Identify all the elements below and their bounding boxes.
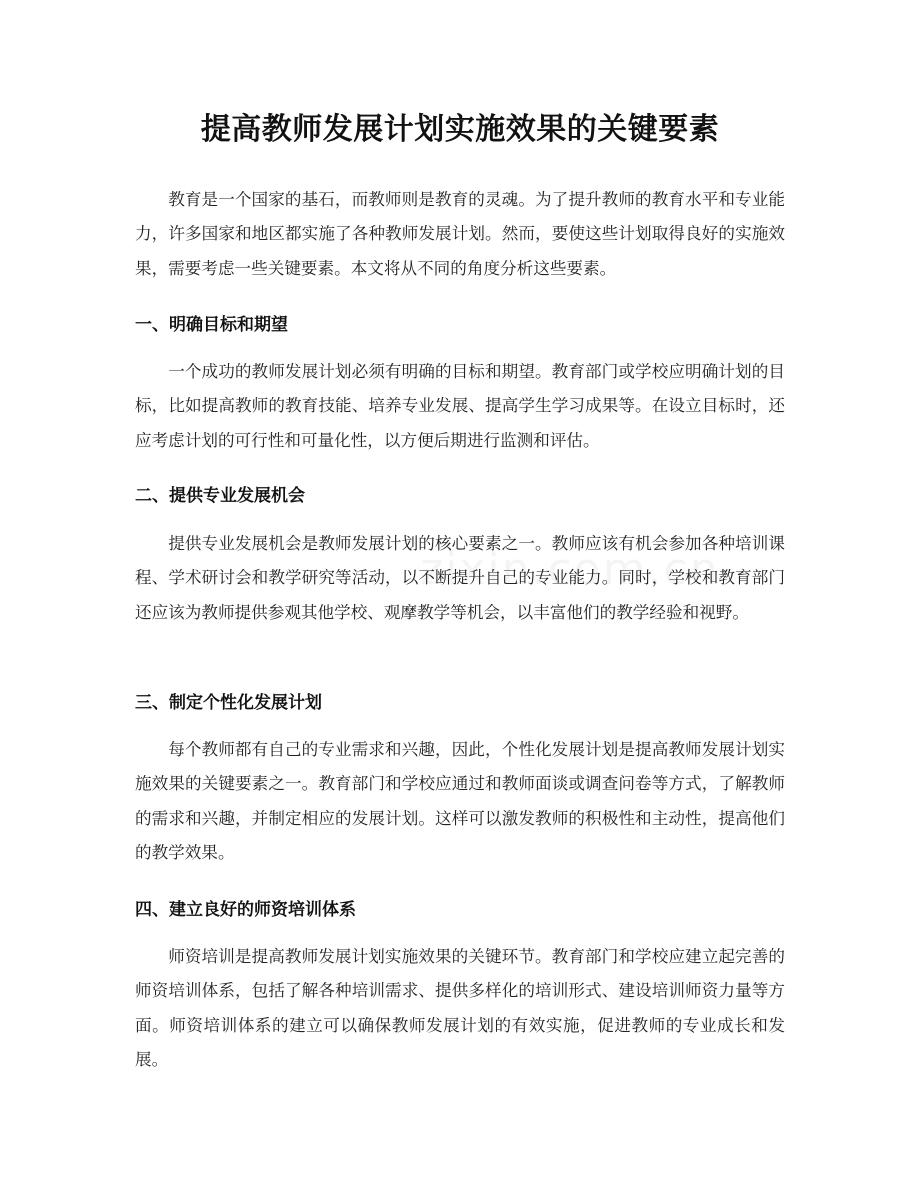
intro-paragraph: 教育是一个国家的基石，而教师则是教育的灵魂。为了提升教师的教育水平和专业能力，许多国家和地区都实施了各种教师发展计划。然而，要使这些计划取得良好的实施效果，需要考虑一些关键要素。本文将从不同的角度分析这些要素。 [135, 190, 785, 278]
section-heading-1: 一、明确目标和期望 [135, 315, 288, 335]
section-body-2: 提供专业发展机会是教师发展计划的核心要素之一。教师应该有机会参加各种培训课程、学术研讨会和教学研究等活动，以不断提升自己的专业能力。同时，学校和教育部门还应该为教师提供参观其他学校、观摩教学等机会，以丰富他们的教学经验和视野。 [135, 534, 785, 622]
section-body-1: 一个成功的教师发展计划必须有明确的目标和期望。教育部门或学校应明确计划的目标，比如提高教师的教育技能、培养专业发展、提高学生学习成果等。在设立目标时，还应考虑计划的可行性和可量化性，以方便后期进行监测和评估。 [135, 362, 785, 450]
page-title: 提高教师发展计划实施效果的关键要素 [200, 112, 720, 147]
section-heading-2: 二、提供专业发展机会 [135, 486, 305, 506]
section-heading-4: 四、建立良好的师资培训体系 [135, 900, 356, 920]
section-body-4: 师资培训是提高教师发展计划实施效果的关键环节。教育部门和学校应建立起完善的师资培训体系，包括了解各种培训需求、提供多样化的培训形式、建设培训师资力量等方面。师资培训体系的建立可以确保教师发展计划的有效实施，促进教师的专业成长和发展。 [135, 947, 785, 1070]
section-heading-3: 三、制定个性化发展计划 [135, 693, 322, 713]
section-body-3: 每个教师都有自己的专业需求和兴趣，因此，个性化发展计划是提高教师发展计划实施效果的关键要素之一。教育部门和学校应通过和教师面谈或调查问卷等方式，了解教师的需求和兴趣，并制定相应的发展计划。这样可以激发教师的积极性和主动性，提高他们的教学效果。 [135, 740, 785, 863]
